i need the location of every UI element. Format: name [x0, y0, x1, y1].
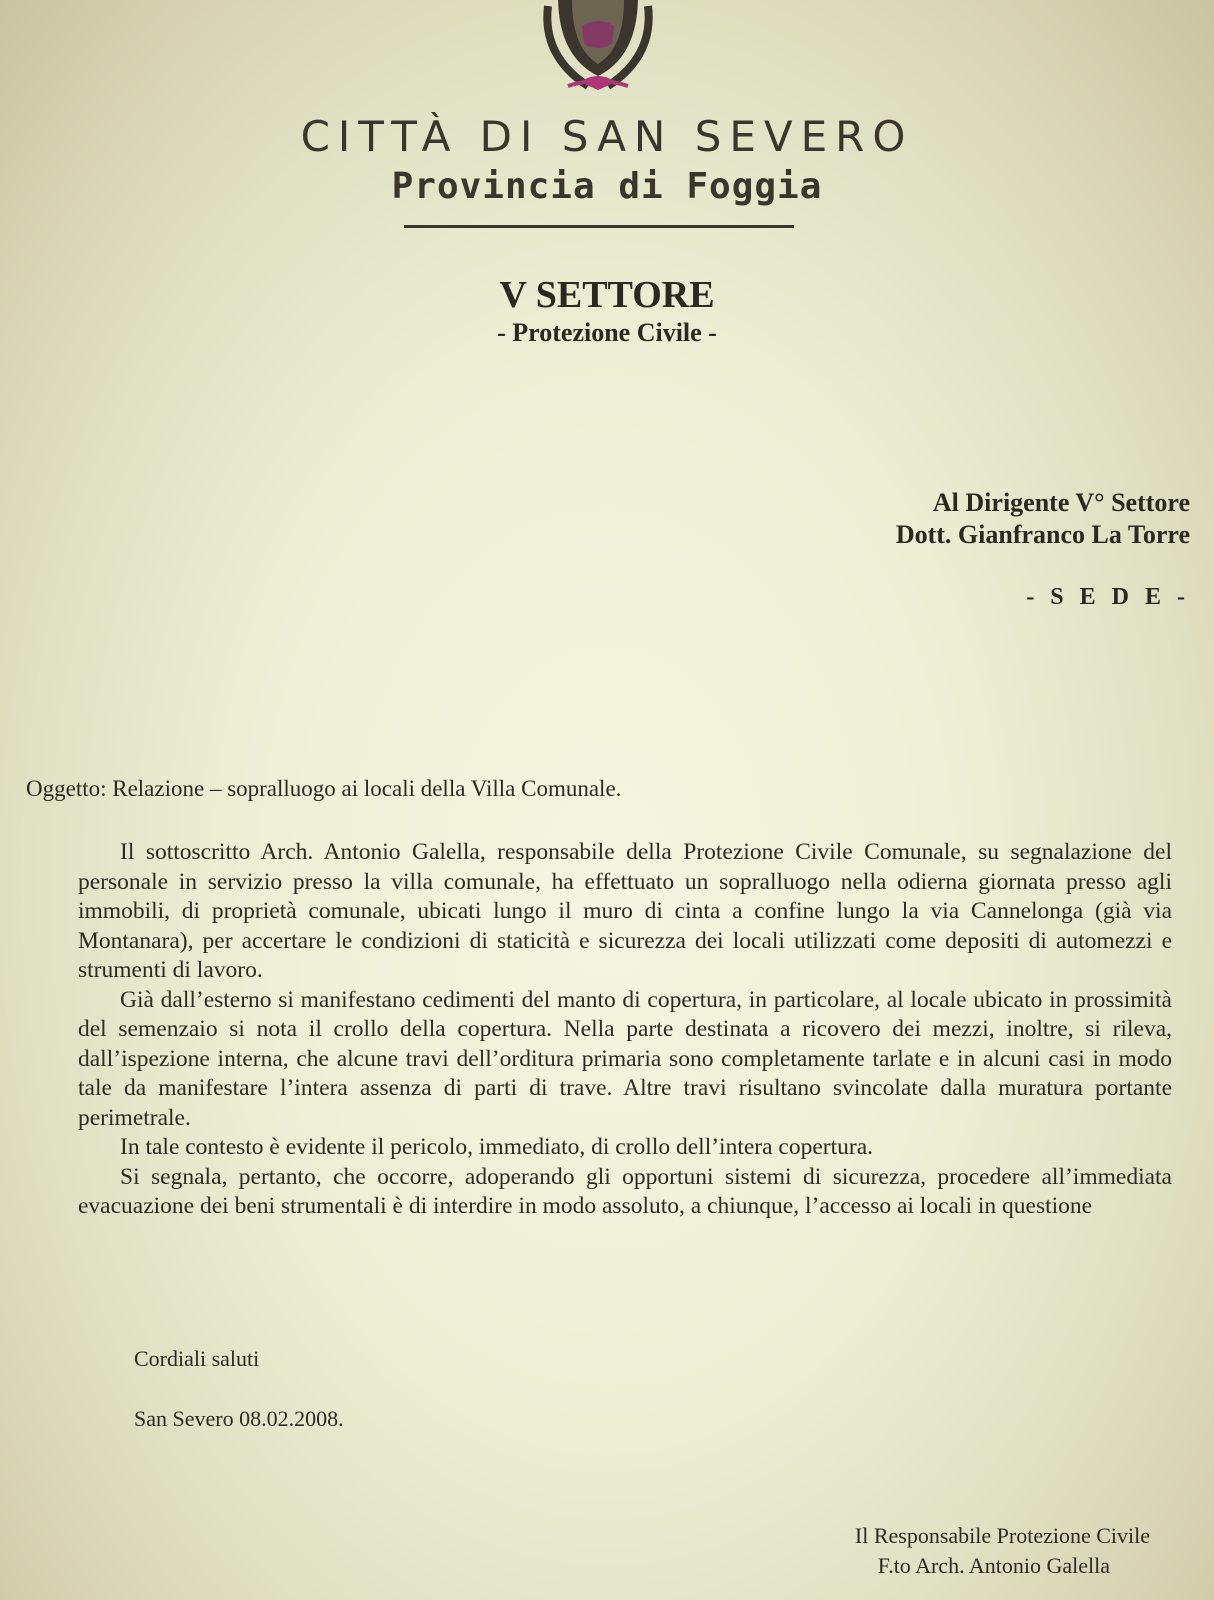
signatory-title: Il Responsabile Protezione Civile [854, 1523, 1150, 1548]
recipient-role: Al Dirigente V° Settore [932, 488, 1190, 517]
closing-greeting: Cordiali saluti [134, 1346, 260, 1371]
body-paragraph: In tale contesto è evidente il pericolo, immediato, di crollo dell’intera copertura. [120, 1134, 874, 1160]
recipient-location: - S E D E - [1026, 584, 1190, 610]
coat-of-arms-icon [528, 0, 668, 106]
letter-subject: Oggetto: Relazione – sopralluogo ai locali della Villa Comunale. [26, 776, 622, 801]
body-paragraph: Si segnala, pertanto, che occorre, adoperando gli opportuni sistemi di sicurezza, procedere all’immediata evacuazione dei beni strumentali è di interdire in modo assoluto, a chiunque, l’accesso ai locali in questione [78, 1163, 1172, 1219]
header-divider [404, 225, 794, 228]
letter-body [78, 838, 1172, 1222]
place-date: San Severo 08.02.2008. [134, 1406, 344, 1431]
sector-heading: V SETTORE [499, 274, 715, 316]
province-heading: Provincia di Foggia [391, 166, 823, 207]
recipient-name: Dott. Gianfranco La Torre [895, 520, 1190, 549]
sector-subtitle: - Protezione Civile - [497, 318, 717, 347]
body-paragraph: Già dall’esterno si manifestano cedimenti del manto di copertura, in particolare, al locale ubicato in prossimità del semenzaio si nota il crollo della copertura. Nella parte destinata a ricovero dei mezzi, inoltre, si rileva, dall’ispezione interna, che alcune travi dell’orditura primaria sono completamente tarlate e in alcuni casi in modo tale da manifestare l’intera assenza di parti di trave. Altre travi risultano svincolate dalla muratura portante perimetrale. [78, 986, 1172, 1131]
body-paragraph: Il sottoscritto Arch. Antonio Galella, responsabile della Protezione Civile Comunale, su segnalazione del personale in servizio presso la villa comunale, ha effettuato un sopralluogo nella odierna giornata presso agli immobili, di proprietà comunale, ubicati lungo il muro di cinta a confine lungo la via Cannelonga (già via Montanara), per accertare le condizioni di staticità e sicurezza dei locali utilizzati come depositi di automezzi e strumenti di lavoro. [78, 839, 1172, 983]
signatory-name: F.to Arch. Antonio Galella [877, 1553, 1110, 1578]
city-name-heading: CITTÀ DI SAN SEVERO [300, 112, 914, 161]
